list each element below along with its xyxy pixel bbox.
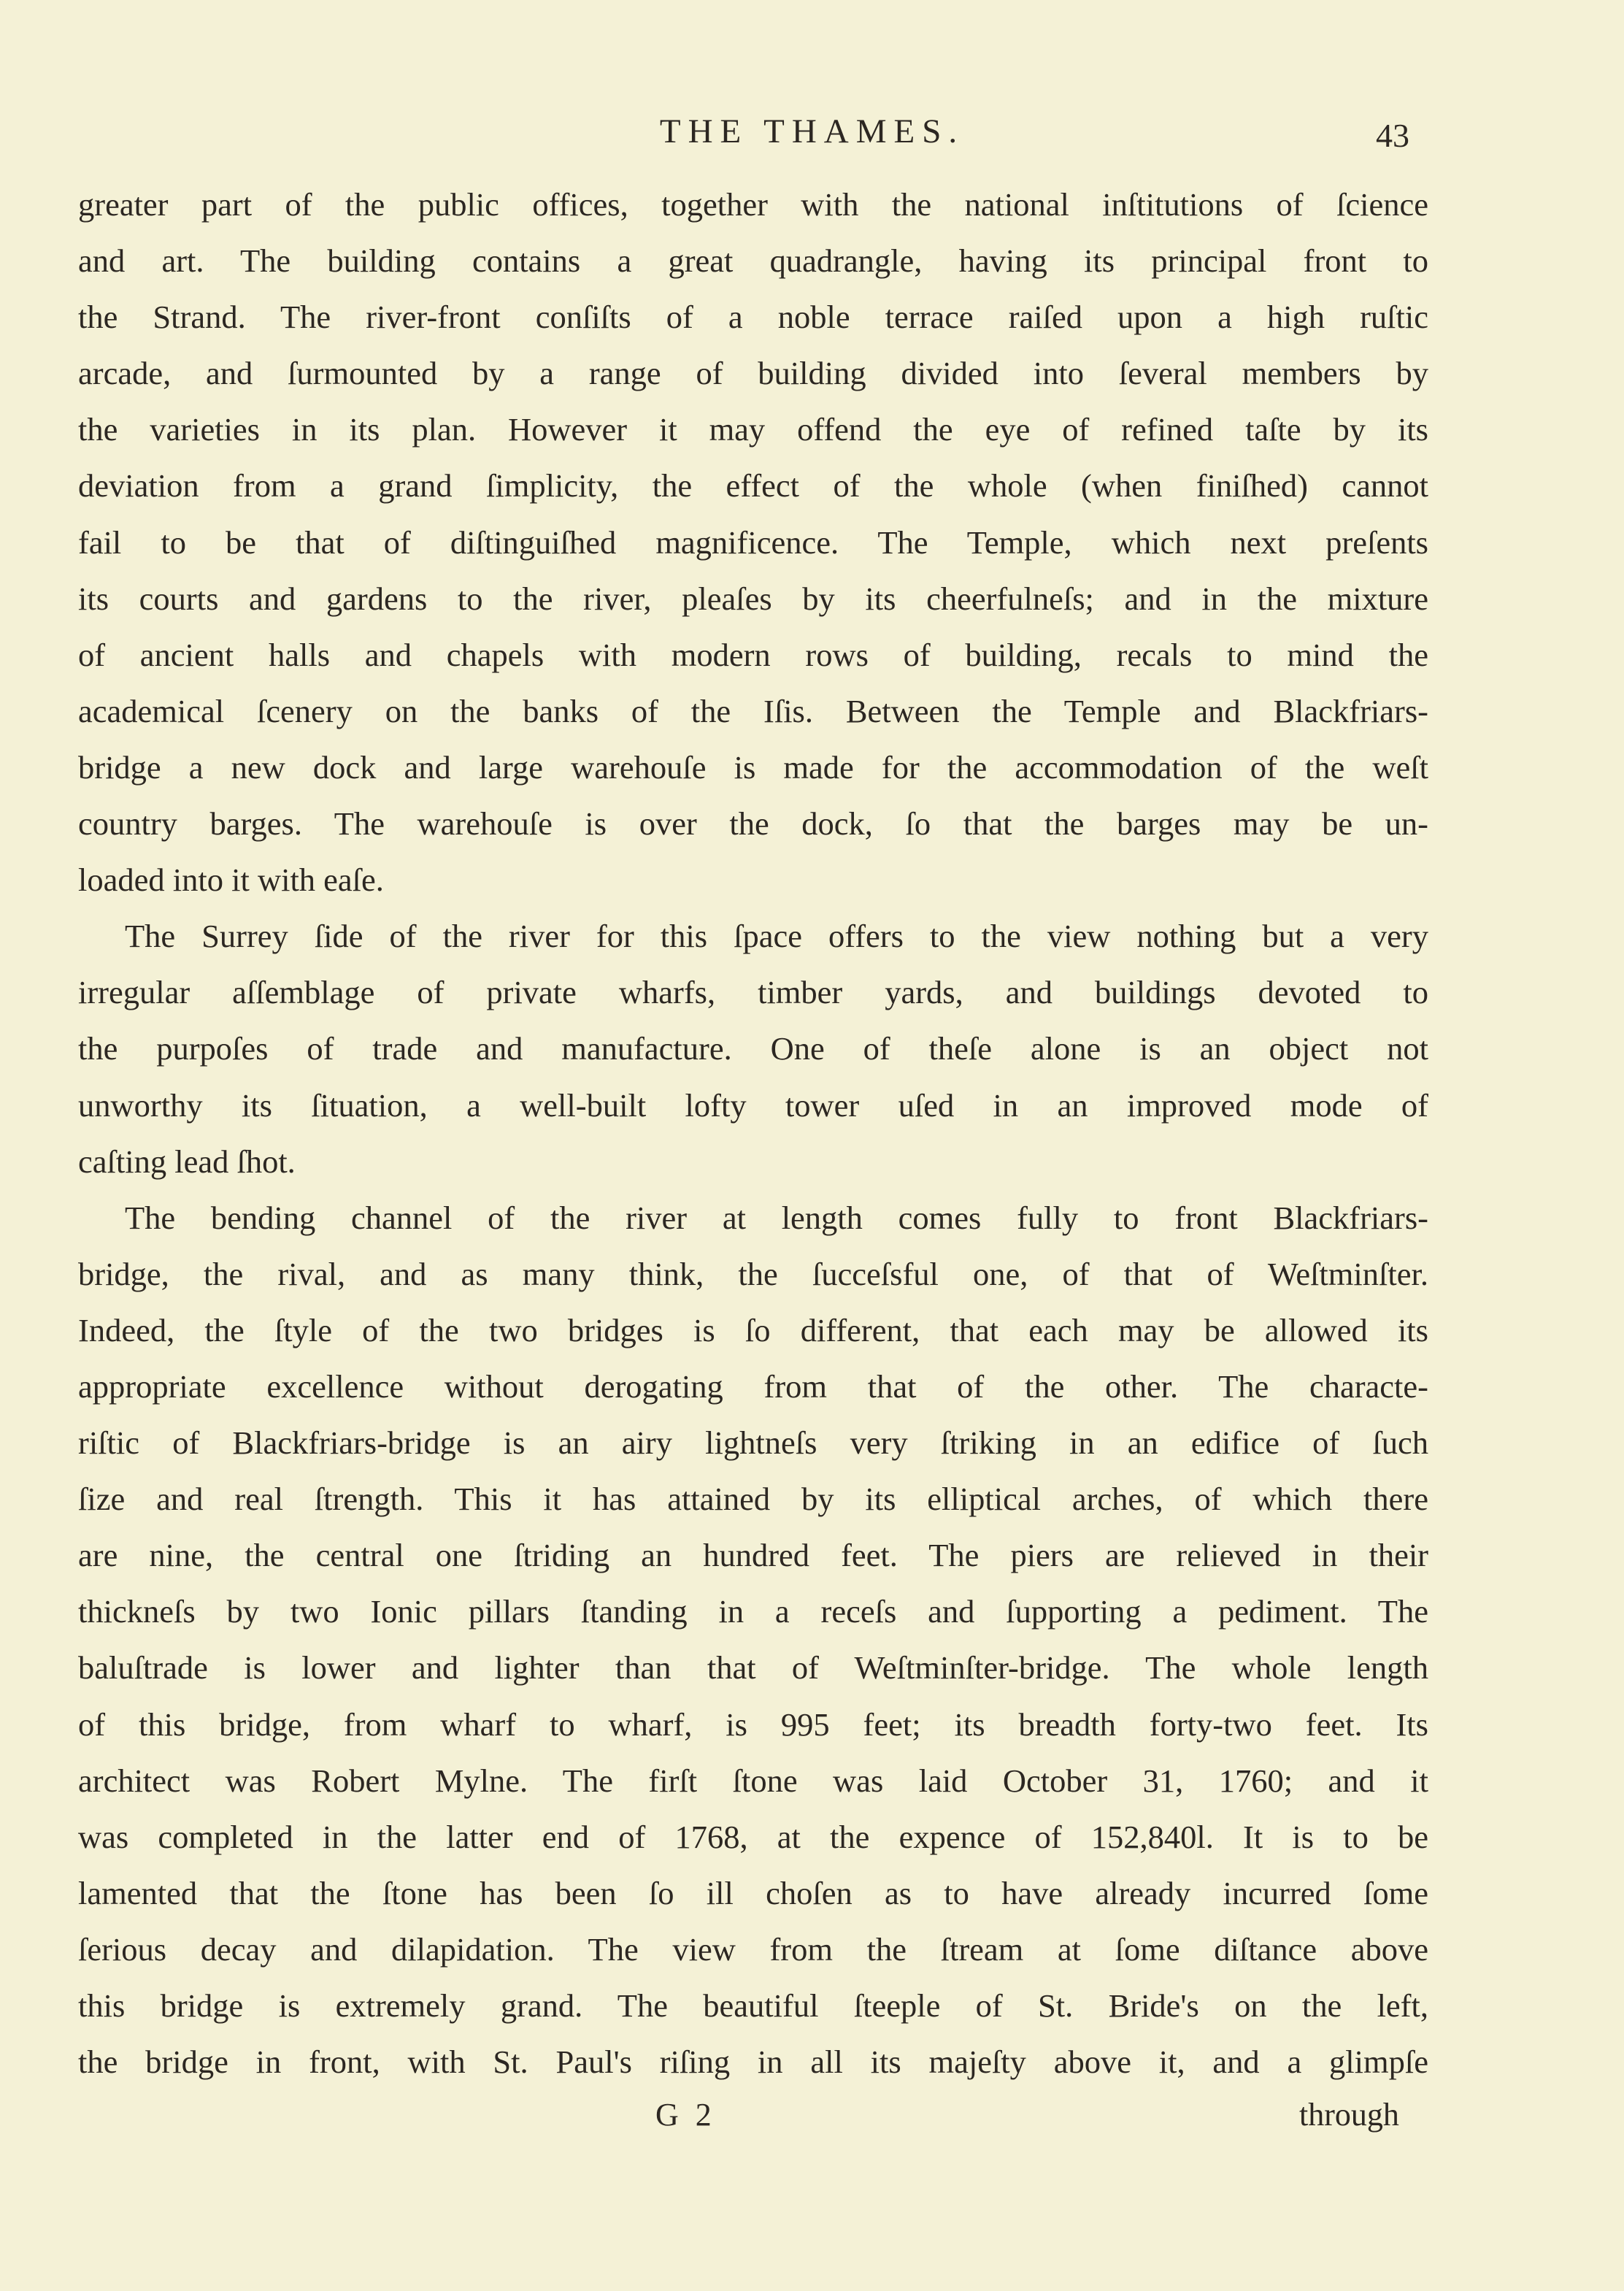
signature-mark: G 2 bbox=[655, 2097, 716, 2133]
text-line: riſtic of Blackfriars-bridge is an airy lightneſs very ſtriking in an edifice of ſuch bbox=[78, 1424, 1428, 1462]
text-line: unworthy its ſituation, a well-built lofty tower uſed in an improved mode of bbox=[78, 1086, 1428, 1124]
text-line: academical ſcenery on the banks of the Iſis. Between the Temple and Blackfriars- bbox=[78, 692, 1428, 729]
text-line: bridge a new dock and large warehouſe is made for the accommodation of the weſt bbox=[78, 748, 1428, 786]
running-head bbox=[0, 110, 1624, 161]
text-line: was completed in the latter end of 1768, at the expence of 152,840l. It is to be bbox=[78, 1818, 1428, 1855]
text-line: Indeed, the ſtyle of the two bridges is ſo different, that each may be allowed its bbox=[78, 1311, 1428, 1348]
body-text bbox=[78, 177, 1428, 2090]
text-line: lamented that the ſtone has been ſo ill choſen as to have already incurred ſome bbox=[78, 1874, 1428, 1911]
text-line: of ancient halls and chapels with modern rows of building, recals to mind the bbox=[78, 636, 1428, 673]
text-line: irregular aſſemblage of private wharfs, timber yards, and buildings devoted to bbox=[78, 974, 1428, 1011]
text-line: greater part of the public offices, together with the national inſtitutions of ſcience bbox=[78, 186, 1428, 223]
text-line: The Surrey ſide of the river for this ſpace offers to the view nothing but a very bbox=[125, 918, 1428, 955]
catchword: through bbox=[1299, 2097, 1399, 2133]
text-line: arcade, and ſurmounted by a range of building divided into ſeveral members by bbox=[78, 355, 1428, 392]
text-line: ſize and real ſtrength. This it has attained by its elliptical arches, of which there bbox=[78, 1481, 1428, 1518]
text-line: of this bridge, from wharf to wharf, is 995 feet; its breadth forty-two feet. Its bbox=[78, 1705, 1428, 1743]
text-line: architect was Robert Mylne. The firſt ſtone was laid October 31, 1760; and it bbox=[78, 1762, 1428, 1799]
text-line: its courts and gardens to the river, pleaſes by its cheerfulneſs; and in the mixture bbox=[78, 580, 1428, 617]
running-title: THE THAMES. bbox=[659, 112, 965, 150]
text-line: caſting lead ſhot. bbox=[78, 1143, 296, 1180]
text-line: The bending channel of the river at length comes fully to front Blackfriars- bbox=[125, 1199, 1428, 1236]
page-footer bbox=[0, 2089, 1624, 2141]
page-number: 43 bbox=[1376, 117, 1409, 154]
text-line: the purpoſes of trade and manufacture. One of theſe alone is an object not bbox=[78, 1030, 1428, 1067]
text-line: the varieties in its plan. However it may offend the eye of refined taſte by its bbox=[78, 411, 1428, 448]
text-line: ſerious decay and dilapidation. The view from the ſtream at ſome diſtance above bbox=[78, 1930, 1428, 1968]
text-line: and art. The building contains a great quadrangle, having its principal front to bbox=[78, 242, 1428, 280]
text-line: loaded into it with eaſe. bbox=[78, 861, 384, 899]
text-line: the Strand. The river-front conſiſts of a noble terrace raiſed upon a high ruſtic bbox=[78, 299, 1428, 336]
text-line: appropriate excellence without derogating from that of the other. The characte- bbox=[78, 1367, 1428, 1405]
text-line: are nine, the central one ſtriding an hundred feet. The piers are relieved in their bbox=[78, 1537, 1428, 1574]
text-line: the bridge in front, with St. Paul's riſing in all its majeſty above it, and a glimpſe bbox=[78, 2044, 1428, 2081]
text-line: country barges. The warehouſe is over the dock, ſo that the barges may be un- bbox=[78, 805, 1428, 843]
text-line: thickneſs by two Ionic pillars ſtanding in a receſs and ſupporting a pediment. The bbox=[78, 1593, 1428, 1630]
text-line: baluſtrade is lower and lighter than that of Weſtminſter-bridge. The whole length bbox=[78, 1649, 1428, 1686]
text-line: this bridge is extremely grand. The beautiful ſteeple of St. Bride's on the left, bbox=[78, 1987, 1428, 2024]
text-line: bridge, the rival, and as many think, the ſucceſsful one, of that of Weſtminſter. bbox=[78, 1255, 1428, 1292]
text-line: fail to be that of diſtinguiſhed magnificence. The Temple, which next preſents bbox=[78, 523, 1428, 561]
text-line: deviation from a grand ſimplicity, the effect of the whole (when finiſhed) cannot bbox=[78, 467, 1428, 504]
